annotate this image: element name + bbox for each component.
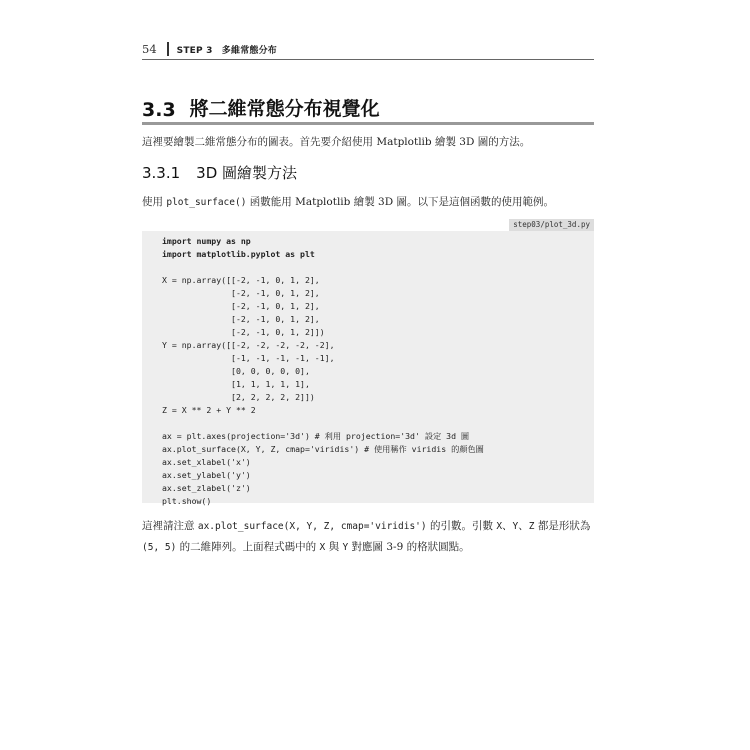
code-line: ax.set_zlabel('z') [162,483,251,493]
code-line: [1, 1, 1, 1, 1], [162,379,310,389]
code-line: ax.set_ylabel('y') [162,470,251,480]
explanation-code: Y [342,542,349,553]
header-rule [142,59,594,60]
section-number: 3.3 [142,99,176,121]
section-rule [142,122,594,125]
subsection-number: 3.3.1 [142,164,181,182]
subsection-heading [142,162,297,183]
section-heading [142,95,594,121]
code-line: plt.show() [162,496,212,506]
code-line: import matplotlib.pyplot as plt [162,249,315,259]
explanation-text: 、 [518,520,529,532]
usage-paragraph [142,193,594,212]
code-line: Z = X ** 2 + Y ** 2 [162,405,256,415]
usage-text-suffix: 函數能用 Matplotlib 繪製 3D 圖。以下是這個函數的使用範例。 [246,196,554,208]
explanation-code: X [496,521,503,532]
usage-text-prefix: 使用 [142,196,167,208]
chapter-step-title: STEP 3 多維常態分布 [176,45,278,56]
header-divider [167,42,169,56]
code-line: ax.plot_surface(X, Y, Z, cmap='viridis') # 使用稱作 viridis 的顏色圖 [162,444,484,454]
code-line [162,261,484,274]
code-line: [-2, -1, 0, 1, 2], [162,301,320,311]
code-line [162,417,484,430]
explanation-paragraph [142,516,594,558]
explanation-code: Y [512,521,519,532]
code-listing [142,231,594,506]
explanation-code: Z [528,521,535,532]
explanation-text: 對應圖 3-9 的格狀圓點。 [348,541,470,553]
usage-code-function: plot_surface() [166,197,247,208]
code-line: [-2, -1, 0, 1, 2], [162,314,320,324]
running-header [142,40,594,58]
code-line: [-1, -1, -1, -1, -1], [162,353,335,363]
explanation-text: 、 [502,520,513,532]
explanation-text: 與 [325,541,343,553]
explanation-text: 這裡請注意 [142,520,198,532]
code-line: X = np.array([[-2, -1, 0, 1, 2], [162,275,320,285]
explanation-text: 的二維陣列。上面程式碼中的 [176,541,320,553]
page-number: 54 [142,42,157,56]
code-line: ax = plt.axes(projection='3d') # 利用 projection='3d' 設定 3d 圖 [162,431,470,441]
code-line: [2, 2, 2, 2, 2]]) [162,392,315,402]
code-lines [162,235,484,508]
code-line: ax.set_xlabel('x') [162,457,251,467]
code-line: [-2, -1, 0, 1, 2], [162,288,320,298]
explanation-code: X [319,542,326,553]
explanation-text: 都是形狀為 [534,520,591,532]
code-line: [0, 0, 0, 0, 0], [162,366,310,376]
code-file-label: step03/plot_3d.py [509,219,594,231]
explanation-code: (5, 5) [142,542,177,553]
code-line: import numpy as np [162,236,251,246]
code-line: Y = np.array([[-2, -2, -2, -2, -2], [162,340,335,350]
code-line: [-2, -1, 0, 1, 2]]) [162,327,325,337]
section-title: 將二維常態分布視覺化 [189,98,380,120]
explanation-text: 的引數。引數 [426,520,497,532]
subsection-title: 3D 圖繪製方法 [196,164,298,182]
intro-paragraph: 這裡要繪製二維常態分布的圖表。首先要介紹使用 Matplotlib 繪製 3D 圖的方法。 [142,136,531,148]
explanation-code: ax.plot_surface(X, Y, Z, cmap='viridis') [197,521,427,532]
